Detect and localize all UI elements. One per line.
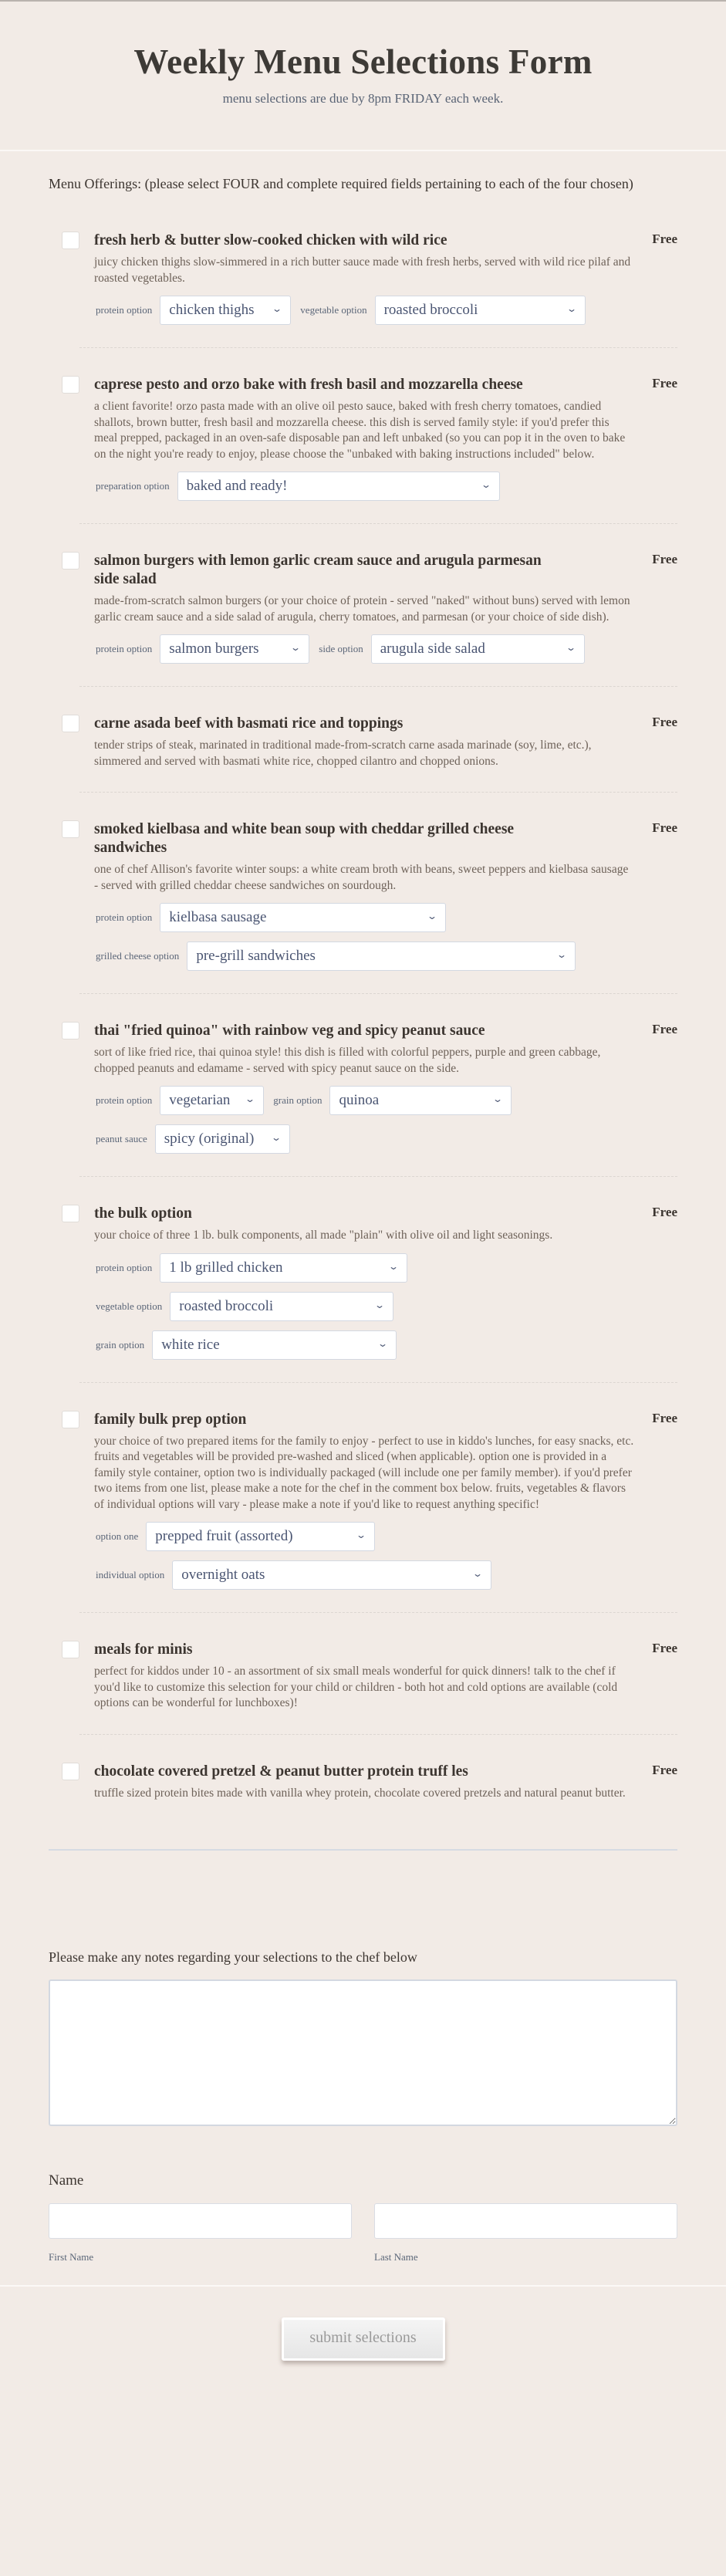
selected-value: roasted broccoli (179, 1297, 274, 1314)
menu-item (49, 232, 677, 348)
menu-item (49, 1735, 677, 1825)
menu-item (49, 348, 677, 524)
menu-item (49, 1613, 677, 1735)
chevron-down-icon: ⌄ (290, 642, 302, 653)
option-select[interactable] (170, 1292, 393, 1321)
selected-value: arugula side salad (380, 641, 485, 657)
option-label: protein option (96, 1094, 153, 1106)
option-select[interactable] (187, 941, 576, 971)
menu-item (49, 687, 677, 793)
first-name-group (49, 2203, 352, 2263)
name-label: Name (49, 2172, 84, 2189)
page-subtitle: menu selections are due by 8pm FRIDAY each week. (222, 91, 504, 106)
menu-item-price: Free (652, 1022, 677, 1036)
option-select[interactable] (160, 1086, 264, 1115)
menu-item-title: the bulk option (94, 1205, 192, 1222)
option-row (94, 1330, 631, 1360)
selected-value: spicy (original) (164, 1131, 255, 1147)
chevron-down-icon: ⌄ (556, 949, 568, 960)
menu-item-title: smoked kielbasa and white bean soup with cheddar grilled cheese sandwiches (94, 821, 515, 856)
menu-item-description: made-from-scratch salmon burgers (or your choice of protein - served "naked" without buns) served with lemon garlic cream sauce and a side salad of arugula, cherry tomatoes, and parmesan (or your choice of side dish). (94, 594, 630, 624)
chevron-down-icon: ⌄ (427, 911, 438, 921)
first-name-label: First Name (49, 2251, 94, 2263)
option-row (94, 634, 631, 664)
menu-item-title: carne asada beef with basmati rice and toppings (94, 715, 404, 732)
last-name-group (374, 2203, 677, 2263)
last-name-label: Last Name (374, 2251, 418, 2263)
chevron-down-icon: ⌄ (565, 642, 576, 653)
option-select[interactable] (371, 634, 585, 664)
chevron-down-icon: ⌄ (472, 1568, 484, 1579)
menu-item-description: a client favorite! orzo pasta made with an olive oil pesto sauce, baked with fresh cherry tomatoes, candied shallots, brown butter, fresh basil and mozzarella cheese. this dish is served family style: if you'd prefer this meal prepped, packaged in an oven-safe disposable pan and left unbaked (so you can pop it in the oven to bake on the night you're ready to enjoy, please choose the "unbaked with baking instructions included" below. (94, 400, 626, 461)
option-select[interactable] (172, 1560, 491, 1590)
form-footer (0, 2285, 726, 2395)
option-row (94, 472, 631, 501)
option-row (94, 1522, 631, 1551)
last-name-input[interactable] (374, 2203, 677, 2239)
option-select[interactable] (375, 296, 586, 325)
menu-item-checkbox[interactable] (62, 1411, 79, 1428)
selected-value: chicken thighs (169, 302, 255, 318)
option-label: individual option (96, 1569, 165, 1580)
menu-item-description: tender strips of steak, marinated in traditional made-from-scratch carne asada marinade (soy, lime, etc.), simmered and served with basmati white rice, chopped cilantro and chopped onions. (94, 739, 592, 768)
option-label: protein option (96, 1261, 153, 1273)
menu-item-title: chocolate covered pretzel & peanut butter protein truff les (94, 1763, 468, 1780)
option-select[interactable] (155, 1124, 290, 1154)
form-content (0, 174, 726, 2263)
selected-value: pre-grill sandwiches (196, 948, 316, 964)
selected-value: salmon burgers (169, 641, 259, 657)
option-label: grain option (273, 1094, 322, 1106)
notes-textarea[interactable] (49, 1979, 677, 2126)
option-label: vegetable option (96, 1300, 163, 1312)
option-row (94, 1253, 631, 1283)
selected-value: baked and ready! (186, 478, 288, 494)
page-title: Weekly Menu Selections Form (133, 42, 593, 81)
menu-item (49, 994, 677, 1177)
chevron-down-icon: ⌄ (388, 1260, 400, 1272)
option-label: preparation option (96, 480, 170, 492)
option-select[interactable] (329, 1086, 512, 1115)
option-select[interactable] (160, 296, 291, 325)
option-select[interactable] (160, 634, 309, 664)
menu-item-checkbox[interactable] (62, 232, 79, 249)
selected-value: roasted broccoli (383, 302, 478, 318)
menu-item-checkbox[interactable] (62, 376, 79, 394)
option-row (94, 903, 631, 932)
option-row (94, 1086, 631, 1115)
menu-item-description: your choice of two prepared items for the family to enjoy - perfect to use in kiddo's lunches, for easy snacks, etc. fruits and vegetables will be provided pre-washed and sliced (when applicable). option one is provided in a family style container, option two is individually packaged (will include one per family member). if you'd prefer two items from one list, please make a note for the chef in the comment box below. fruits, vegetables & flavors of individual options will vary - please make a note if you'd like to request anything specific! (94, 1434, 634, 1511)
chevron-down-icon: ⌄ (566, 303, 577, 314)
option-label: protein option (96, 643, 153, 654)
selected-value: prepped fruit (assorted) (155, 1528, 293, 1544)
menu-item-checkbox[interactable] (62, 715, 79, 732)
name-fields (49, 2203, 677, 2263)
selected-value: vegetarian (169, 1092, 231, 1108)
menu-item-title: meals for minis (94, 1641, 193, 1658)
chevron-down-icon: ⌄ (492, 1094, 504, 1104)
chevron-down-icon: ⌄ (270, 1132, 282, 1143)
menu-item-price: Free (652, 1762, 677, 1777)
menu-item-checkbox[interactable] (62, 1763, 79, 1780)
menu-item (49, 1383, 677, 1614)
menu-items-list (49, 232, 677, 1824)
option-label: option one (96, 1530, 139, 1542)
menu-item-price: Free (652, 1641, 677, 1655)
option-row (94, 1292, 631, 1321)
menu-item-description: perfect for kiddos under 10 - an assortment of six small meals wonderful for quick dinners! talk to the chef if you'd like to customize this selection for your child or children - both hot and cold options are available (cold options can be wonderful for lunchboxes)! (94, 1665, 618, 1709)
menu-item-price: Free (652, 1205, 677, 1219)
notes-label: Please make any notes regarding your selections to the chef below (49, 1949, 417, 1965)
option-label: grilled cheese option (96, 950, 180, 962)
selected-value: white rice (161, 1336, 220, 1353)
option-row (94, 296, 631, 325)
chevron-down-icon: ⌄ (374, 1299, 386, 1310)
option-select[interactable] (160, 903, 446, 932)
chevron-down-icon: ⌄ (245, 1094, 256, 1104)
chevron-down-icon: ⌄ (272, 303, 283, 314)
menu-item-title: thai "fried quinoa" with rainbow veg and spicy peanut sauce (94, 1023, 485, 1039)
first-name-input[interactable] (49, 2203, 352, 2239)
option-label: peanut sauce (96, 1133, 147, 1144)
option-select[interactable] (160, 1253, 407, 1283)
option-label: grain option (96, 1338, 145, 1351)
form-header (0, 2, 726, 151)
selected-value: 1 lb grilled chicken (169, 1259, 283, 1276)
menu-item-price: Free (652, 820, 677, 835)
menu-item-checkbox[interactable] (62, 820, 79, 838)
menu-item-title: salmon burgers with lemon garlic cream sauce and arugula parmesan side salad (94, 553, 542, 587)
menu-item-description: truffle sized protein bites made with vanilla whey protein, chocolate covered pretzels and natural peanut butter. (94, 1786, 626, 1800)
option-label: protein option (96, 304, 153, 316)
chevron-down-icon: ⌄ (377, 1337, 389, 1349)
menu-item-description: one of chef Allison's favorite winter soups: a white cream broth with beans, sweet peppers and kielbasa sausage - served with grilled cheddar cheese sandwiches on sourdough. (94, 863, 629, 892)
menu-item-title: caprese pesto and orzo bake with fresh basil and mozzarella cheese (94, 377, 523, 393)
option-select[interactable] (177, 472, 500, 501)
menu-item (49, 793, 677, 994)
submit-button[interactable]: submit selections (282, 2317, 445, 2361)
menu-item-checkbox[interactable] (62, 1641, 79, 1658)
menu-offerings-label: Menu Offerings: (please select FOUR and complete required fields pertaining to each of the four chosen) (49, 176, 633, 191)
selected-value: overnight oats (181, 1567, 265, 1583)
menu-item-title: family bulk prep option (94, 1411, 247, 1428)
option-row (94, 1560, 631, 1590)
option-label: side option (319, 643, 363, 654)
option-label: vegetable option (300, 304, 367, 316)
menu-item (49, 524, 677, 687)
menu-item-price: Free (652, 552, 677, 566)
option-row (94, 1124, 631, 1154)
selected-value: kielbasa sausage (169, 909, 267, 925)
option-select[interactable] (146, 1522, 375, 1551)
menu-item-price: Free (652, 376, 677, 390)
menu-item-checkbox[interactable] (62, 1205, 79, 1222)
chevron-down-icon: ⌄ (356, 1530, 367, 1540)
menu-item-checkbox[interactable] (62, 552, 79, 570)
option-select[interactable] (152, 1330, 397, 1360)
option-row (94, 941, 631, 971)
menu-item-checkbox[interactable] (62, 1022, 79, 1040)
divider (49, 1849, 677, 1851)
menu-item-price: Free (652, 232, 677, 246)
menu-item (49, 1177, 677, 1383)
menu-item-description: sort of like fried rice, thai quinoa style! this dish is filled with colorful peppers, purple and green cabbage, chopped peanuts and edamame - served with spicy peanut sauce on the side. (94, 1046, 601, 1075)
menu-item-price: Free (652, 1410, 677, 1425)
menu-item-description: juicy chicken thighs slow-simmered in a rich butter sauce made with fresh herbs, served with wild rice pilaf and roasted vegetables. (94, 255, 631, 285)
menu-item-price: Free (652, 715, 677, 729)
menu-item-description: your choice of three 1 lb. bulk components, all made "plain" with olive oil and light seasonings. (94, 1229, 553, 1242)
selected-value: quinoa (339, 1092, 380, 1108)
menu-item-title: fresh herb & butter slow-cooked chicken with wild rice (94, 232, 447, 248)
chevron-down-icon: ⌄ (480, 479, 491, 490)
option-label: protein option (96, 911, 153, 923)
